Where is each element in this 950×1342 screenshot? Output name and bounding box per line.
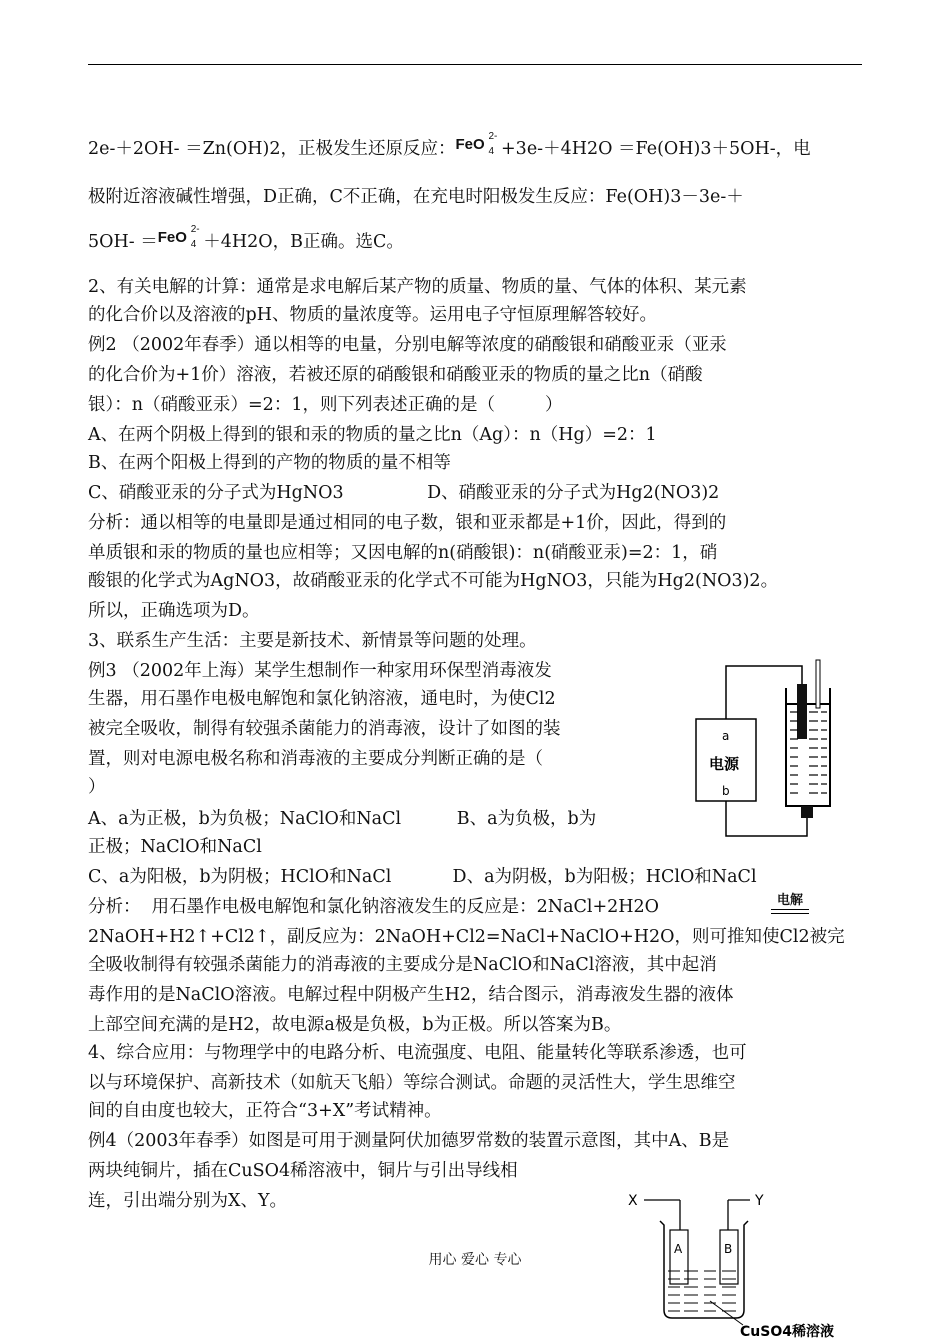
text-line-l29 [88, 1100, 442, 1122]
text-line-l15 [88, 688, 556, 710]
text-line-l11 [88, 570, 778, 592]
text-line-l8 [88, 482, 719, 504]
text-line-p1c [88, 224, 404, 253]
electrolysis-label: 电解 [776, 893, 803, 908]
text-segment: 例4（2003年春季）如图是可用于测量阿伏加德罗常数的装置示意图，其中A、B是 [88, 1131, 730, 1151]
text-segment: 正极；NaClO和NaCl [88, 837, 262, 857]
terminal-a-label: a [722, 729, 730, 743]
text-line-l28 [88, 1072, 736, 1094]
text-line-l26 [88, 1014, 621, 1036]
text-segment: 分析：通以相等的电量即是通过相同的电子数，银和亚汞都是+1价，因此，得到的 [88, 513, 727, 533]
formula-sub: 4 [488, 146, 495, 157]
ferrate-formula [455, 131, 498, 158]
text-segment: +3e-＋4H2O ＝Fe(OH)3＋5OH-，电 [495, 139, 811, 159]
text-segment: 置，则对电源电极名称和消毒液的主要成分判断正确的是（ [88, 749, 543, 769]
text-line-l1 [88, 276, 747, 298]
vessel [786, 688, 830, 806]
text-line-l24 [88, 954, 717, 976]
text-line-l14 [88, 660, 552, 682]
text-line-p1b [88, 186, 744, 208]
text-segment: 3、联系生产生活：主要是新技术、新情景等问题的处理。 [88, 631, 537, 651]
text-line-l6 [88, 424, 657, 446]
power-supply-label: 电源 [709, 755, 740, 773]
text-segment: 极附近溶液碱性增强，D正确，C不正确，在充电时阳极发生反应：Fe(OH)3－3e-＋ [88, 187, 744, 207]
text-segment: A、a为正极，b为负极；NaClO和NaCl B、a为负极，b为 [88, 809, 597, 829]
text-segment: 毒作用的是NaClO溶液。电解过程中阴极产生H2，结合图示，消毒液发生器的液体 [88, 985, 734, 1005]
text-segment: 分析： 用石墨作电极电解饱和氯化钠溶液发生的反应是：2NaCl+2H2O [88, 897, 660, 917]
text-segment: C、a为阳极，b为阴极；HClO和NaCl D、a为阴极，b为阳极；HClO和NaCl [88, 867, 757, 887]
formula-base: FeO [455, 136, 485, 153]
text-segment: 的化合价为+1价）溶液，若被还原的硝酸银和硝酸亚汞的物质的量之比n（硝酸 [88, 365, 703, 385]
text-segment: C、硝酸亚汞的分子式为HgNO3 D、硝酸亚汞的分子式为Hg2(NO3)2 [88, 483, 720, 503]
text-segment: 的化合价以及溶液的pH、物质的量浓度等。运用电子守恒原理解答较好。 [88, 305, 657, 325]
text-line-l16 [88, 718, 561, 740]
text-segment: 酸银的化学式为AgNO3，故硝酸亚汞的化学式不可能为HgNO3，只能为Hg2(NO3)2。 [88, 571, 779, 591]
text-segment: B、在两个阳极上得到的产物的物质的量不相等 [88, 453, 451, 473]
page-footer: 用心 爱心 专心 [428, 1252, 522, 1268]
text-segment: 2e-＋2OH- ＝Zn(OH)2，正极发生还原反应： [88, 139, 456, 159]
formula-sup: 2- [190, 224, 200, 235]
y-terminal-label: Y [755, 1193, 764, 1209]
terminal-b-label: b [722, 784, 730, 798]
text-segment: A、在两个阴极上得到的银和汞的物质的量之比n（Ag）：n（Hg）=2：1 [88, 425, 657, 445]
text-segment: 全吸收制得有较强杀菌能力的消毒液的主要成分是NaClO和NaCl溶液，其中起消 [88, 955, 717, 975]
text-line-l20 [88, 836, 262, 858]
formula-sup: 2- [488, 131, 498, 142]
text-segment: ） [88, 777, 106, 797]
disinfectant-generator-figure [690, 640, 870, 850]
text-segment: 2、有关电解的计算：通常是求电解后某产物的质量、物质的量、气体的体积、某元素 [88, 277, 747, 297]
text-line-l17 [88, 748, 543, 770]
text-line-l2 [88, 304, 657, 326]
text-line-l3 [88, 334, 727, 356]
text-segment: 以与环境保护、高新技术（如航天飞船）等综合测试。命题的灵活性大，学生思维空 [88, 1073, 736, 1093]
text-line-l32 [88, 1190, 287, 1212]
text-line-l18 [88, 776, 106, 798]
text-line-l22 [88, 896, 659, 918]
liquid-dashes [790, 712, 827, 793]
electrolysis-condition [771, 894, 809, 914]
plate-a-label: A [674, 1242, 683, 1256]
text-segment: 银）：n（硝酸亚汞）=2：1，则下列表述正确的是（ ） [88, 395, 563, 415]
text-segment: 例3 （2002年上海）某学生想制作一种家用环保型消毒液发 [88, 661, 552, 681]
text-line-l7 [88, 452, 451, 474]
solution-pointer [710, 1301, 743, 1325]
text-line-l9 [88, 512, 726, 534]
text-segment: 所以，正确选项为D。 [88, 601, 260, 621]
text-line-p1a [88, 131, 811, 160]
text-segment: 被完全吸收，制得有较强杀菌能力的消毒液，设计了如图的装 [88, 719, 561, 739]
text-segment: 生器，用石墨作电极电解饱和氯化钠溶液，通电时，为使Cl2 [88, 689, 556, 709]
formula-base: FeO [157, 229, 187, 246]
text-line-l30 [88, 1130, 729, 1152]
text-line-l13 [88, 630, 537, 652]
plate-b-label: B [724, 1242, 733, 1256]
text-line-l12 [88, 600, 260, 622]
upper-electrode [797, 684, 807, 739]
header-rule [88, 64, 862, 65]
text-segment: 例2 （2002年春季）通以相等的电量，分别电解等浓度的硝酸银和硝酸亚汞（亚汞 [88, 335, 727, 355]
text-segment: 单质银和汞的物质的量也应相等；又因电解的n(硝酸银)：n(硝酸亚汞)=2：1，硝 [88, 543, 718, 563]
text-line-l4 [88, 364, 703, 386]
text-line-l21 [88, 866, 757, 888]
text-segment: 4、综合应用：与物理学中的电路分析、电流强度、电阻、能量转化等联系渗透，也可 [88, 1043, 747, 1063]
text-line-l25 [88, 984, 733, 1006]
text-segment: ＋4H2O，B正确。选C。 [197, 232, 404, 252]
text-line-l5 [88, 394, 563, 416]
wire-a [726, 666, 802, 719]
solution-label: CuSO4稀溶液 [740, 1324, 834, 1340]
formula-sub: 4 [190, 239, 197, 250]
text-line-l10 [88, 542, 717, 564]
text-segment: 5OH- ＝ [88, 232, 158, 252]
text-line-l19 [88, 808, 596, 830]
text-line-l31 [88, 1160, 518, 1182]
text-segment: 2NaOH+H2↑+Cl2↑，副反应为：2NaOH+Cl2=NaCl+NaClO+H2O，则可推知使Cl2被完 [88, 927, 845, 947]
text-line-l27 [88, 1042, 747, 1064]
x-terminal-label: X [628, 1193, 638, 1209]
lower-electrode [801, 806, 813, 818]
text-segment: 上部空间充满的是H2，故电源a极是负极，b为正极。所以答案为B。 [88, 1015, 622, 1035]
text-segment: 连，引出端分别为X、Y。 [88, 1191, 288, 1211]
vent-tube [816, 660, 820, 708]
ferrate-formula [157, 224, 200, 251]
text-line-l23 [88, 926, 845, 948]
text-segment: 两块纯铜片，插在CuSO4稀溶液中，铜片与引出导线相 [88, 1161, 518, 1181]
text-segment: 间的自由度也较大，正符合“3+X”考试精神。 [88, 1101, 442, 1121]
